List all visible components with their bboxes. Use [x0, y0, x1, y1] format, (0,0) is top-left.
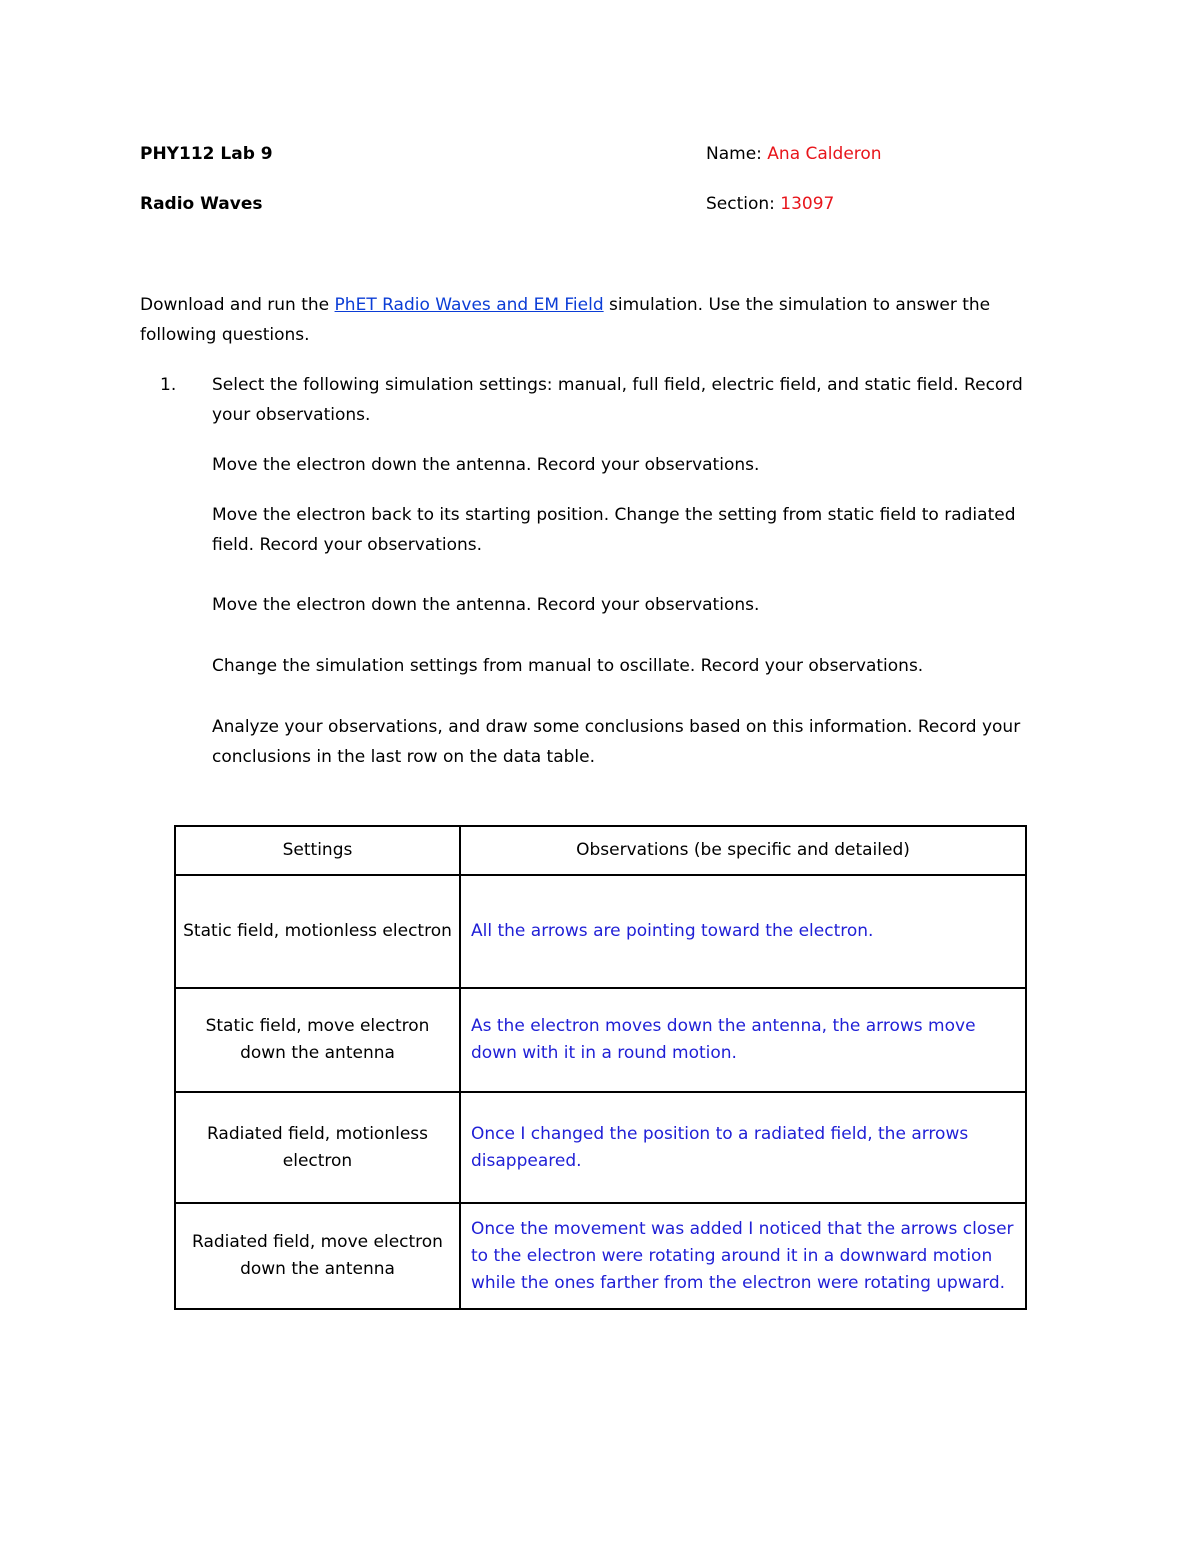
question-prompt: Select the following simulation settings: manual, full field, electric field, and static field. Record your observations.: [212, 375, 1023, 425]
observation-cell[interactable]: Once the movement was added I noticed that the arrows closer to the electron were rotating around it in a downward motion while the ones farther from the electron were rotating upward.: [460, 1203, 1026, 1309]
step-5: Analyze your observations, and draw some conclusions based on this information. Record your conclusions in the last row on the data table.: [212, 717, 1021, 767]
observation-cell[interactable]: Once I changed the position to a radiated field, the arrows disappeared.: [460, 1092, 1026, 1203]
table-row: [175, 988, 1026, 1092]
step-3: Move the electron down the antenna. Record your observations.: [212, 595, 760, 615]
step-4: Change the simulation settings from manual to oscillate. Record your observations.: [212, 656, 924, 676]
header-observations: Observations (be specific and detailed): [460, 826, 1026, 875]
table-row: [175, 875, 1026, 988]
phet-simulation-link[interactable]: PhET Radio Waves and EM Field: [334, 295, 604, 315]
intro-text-before: Download and run the: [140, 295, 335, 315]
table-row: [175, 1203, 1026, 1309]
setting-cell: Radiated field, motionless electron: [175, 1092, 460, 1203]
observation-cell[interactable]: All the arrows are pointing toward the electron.: [460, 875, 1026, 988]
intro-text-after: simulation. Use the simulation to answer the following questions.: [140, 295, 991, 345]
step-2: Move the electron back to its starting position. Change the setting from static field to radiated field. Record your observations.: [212, 505, 1016, 555]
header-settings: Settings: [175, 826, 460, 875]
name-value: Ana Calderon: [767, 144, 882, 164]
table-header-row: [175, 826, 1026, 875]
observation-cell[interactable]: As the electron moves down the antenna, the arrows move down with it in a round motion.: [460, 988, 1026, 1092]
setting-cell: Radiated field, move electron down the antenna: [175, 1203, 460, 1309]
setting-cell: Static field, motionless electron: [175, 875, 460, 988]
table-row: [175, 1092, 1026, 1203]
section-label: Section:: [706, 194, 775, 214]
section-value: 13097: [780, 194, 835, 214]
section-line: [706, 194, 834, 214]
step-1: Move the electron down the antenna. Record your observations.: [212, 455, 760, 475]
lab-title: Radio Waves: [140, 194, 263, 214]
name-line: [706, 144, 882, 164]
course-title: PHY112 Lab 9: [140, 144, 273, 164]
observations-table: [174, 825, 1027, 1310]
intro-paragraph: [140, 290, 1040, 350]
question-number: 1.: [160, 375, 177, 395]
setting-cell: Static field, move electron down the antenna: [175, 988, 460, 1092]
name-label: Name:: [706, 144, 762, 164]
